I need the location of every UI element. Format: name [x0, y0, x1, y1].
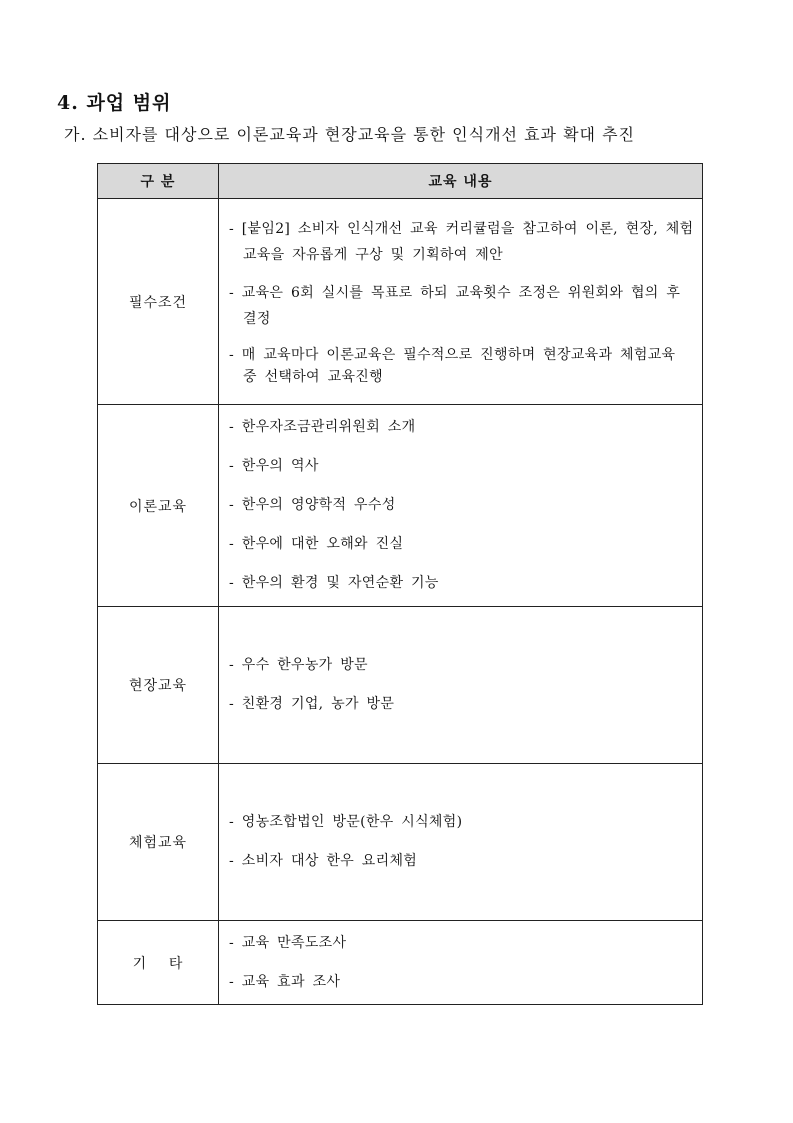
table-row	[98, 921, 703, 1005]
list-item: - 영농조합법인 방문(한우 시식체험)	[229, 814, 463, 830]
row-content	[219, 607, 703, 764]
header-category: 구 분	[98, 164, 219, 199]
table-row	[98, 607, 703, 764]
table-header-row	[98, 164, 703, 199]
list-item: - 소비자 대상 한우 요리체험	[229, 853, 418, 869]
row-content	[219, 199, 703, 405]
list-item: - 한우의 환경 및 자연순환 기능	[229, 575, 439, 591]
list-item: - 매 교육마다 이론교육은 필수적으로 진행하며 현장교육과 체험교육 중 선택하여 교육진행	[229, 346, 676, 385]
list-item: - [붙임2] 소비자 인식개선 교육 커리큘럼을 참고하여 이론, 현장, 체험교육을 자유롭게 구상 및 기획하여 제안	[229, 220, 694, 263]
row-category: 체험교육	[98, 764, 219, 921]
list-item: - 우수 한우농가 방문	[229, 657, 368, 673]
list-item: - 교육 만족도조사	[229, 934, 347, 951]
row-category: 이론교육	[98, 405, 219, 607]
list-item: - 한우의 역사	[229, 458, 319, 474]
list-item: - 친환경 기업, 농가 방문	[229, 696, 395, 712]
list-item: - 교육은 6회 실시를 목표로 하되 교육횟수 조정은 위원회와 협의 후 결정	[229, 284, 681, 327]
row-content	[219, 764, 703, 921]
subsection-title: 가. 소비자를 대상으로 이론교육과 현장교육을 통한 인식개선 효과 확대 추진	[64, 125, 635, 144]
list-item: - 한우의 영양학적 우수성	[229, 497, 396, 513]
table-row	[98, 405, 703, 607]
table-row	[98, 199, 703, 405]
list-item: - 한우에 대한 오해와 진실	[229, 536, 404, 552]
section-title: 4. 과업 범위	[57, 92, 172, 114]
education-scope-table	[97, 163, 703, 1005]
row-category: 기 타	[98, 921, 219, 1005]
list-item: - 한우자조금관리위원회 소개	[229, 419, 416, 435]
list-item: - 교육 효과 조사	[229, 973, 341, 990]
row-content	[219, 921, 703, 1005]
row-category: 필수조건	[98, 199, 219, 405]
row-content	[219, 405, 703, 607]
table-row	[98, 764, 703, 921]
header-content: 교육 내용	[219, 164, 703, 199]
row-category: 현장교육	[98, 607, 219, 764]
